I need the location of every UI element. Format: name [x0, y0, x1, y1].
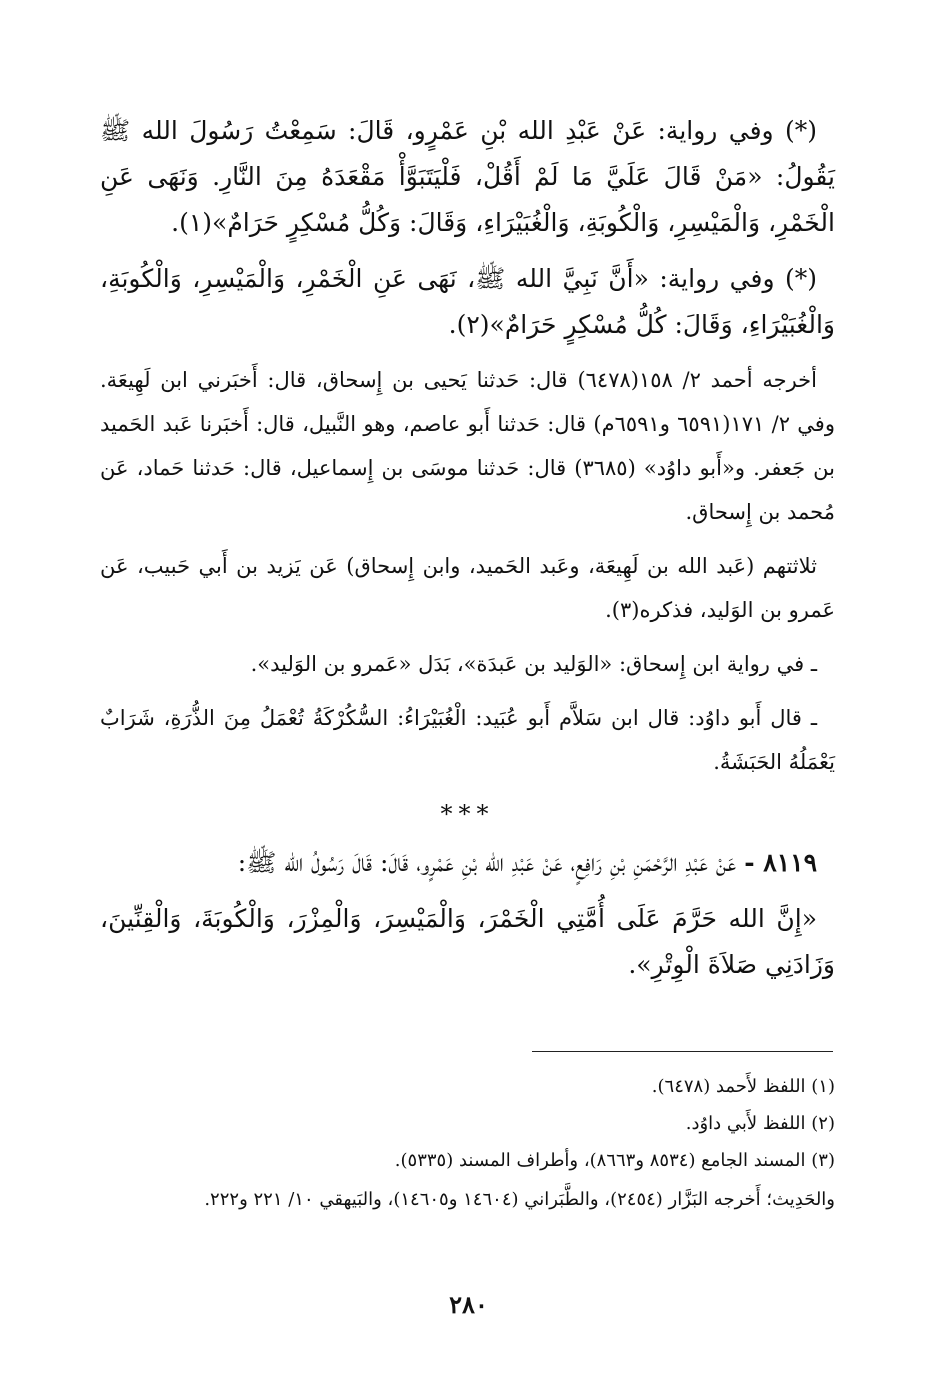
hadith-isnad: عَنْ عَبْدِ الرَّحْمَنِ بْنِ رَافِعٍ، عَنْ عَبْدِ الله بْنِ عَمْرٍو، قَالَ: قَالَ رَسُولُ الله ﷺ: — [237, 848, 737, 877]
hadith-8119-text: «إِنَّ الله حَرَّمَ عَلَى أُمَّتِي الْخَمْرَ، وَالْمَيْسِرَ، وَالْمِزْرَ، وَالْكُوبَةَ، وَالْقِنِّينَ، وَزَادَنِي صَلاَةَ الْوِتْرِ». — [100, 904, 835, 979]
footnote-3-continuation: والحَدِيث؛ أَخرجه البَزَّار (٢٤٥٤)، والطَّبَراني (١٤٦٠٤ و١٤٦٠٥)، والبَيهقي ١٠/ ٢٢١ و٢٢٢. — [204, 1189, 835, 1210]
chain-paragraph: ثلاثتهم (عَبد الله بن لَهِيعَة، وعَبد الحَميد، وابن إِسحاق) عَن يَزيد بن أَبي حَبيب، عَن عَمرو بن الوَليد، فذكره(٣). — [100, 554, 835, 622]
hadith-number: ٨١١٩ - — [744, 848, 817, 877]
hadith-8119-intro — [100, 840, 835, 886]
footnote-3: (٣) المسند الجامع (٨٥٣٤ و٨٦٦٣)، وأطراف المسند (٥٣٣٥). — [394, 1150, 835, 1171]
footnote-divider — [532, 1051, 833, 1052]
footnote-1: (١) اللفظ لأَحمد (٦٤٧٨). — [651, 1076, 835, 1097]
footnote-2: (٢) اللفظ لأَبي داوُد. — [685, 1113, 835, 1134]
narration-paragraph-1: (*) وفي رواية: عَنْ عَبْدِ الله بْنِ عَمْرٍو، قَالَ: سَمِعْتُ رَسُولَ الله ﷺ يَقُولُ: «مَنْ قَالَ عَلَيَّ مَا لَمْ أَقُلْ، فَلْيَتَبَوَّأْ مَقْعَدَهُ مِنَ النَّارِ. وَنَهَى عَنِ الْخَمْرِ، وَالْمَيْسِرِ، وَالْكُوبَةِ، وَالْغُبَيْرَاءِ، وَقَالَ: وَكُلُّ مُسْكِرٍ حَرَامٌ»(١). — [100, 116, 835, 237]
page-number: ٢٨٠ — [449, 1290, 488, 1319]
footnotes — [100, 1068, 835, 1218]
takhrij-paragraph: أخرجه أحمد ٢/ ١٥٨(٦٤٧٨) قال: حَدثنا يَحيى بن إِسحاق، قال: أَخبَرني ابن لَهِيعَة. وفي ٢/ ١٧١(٦٥٩١ و٦٥٩١م) قال: حَدثنا أَبو عاصم، وهو النَّبيل، قال: أَخبَرنا عَبد الحَميد بن جَعفر. و«أَبو داوُد» (٣٦٨٥) قال: حَدثنا موسَى بن إِسماعيل، قال: حَدثنا حَماد، عَن مُحمد بن إِسحاق. — [100, 368, 835, 524]
narration-paragraph-2: (*) وفي رواية: «أَنَّ نَبِيَّ الله ﷺ، نَهَى عَنِ الْخَمْرِ، وَالْمَيْسِرِ، وَالْكُوبَةِ، وَالْغُبَيْرَاءِ، وَقَالَ: كُلُّ مُسْكِرٍ حَرَامٌ»(٢). — [100, 264, 835, 339]
variant-note: ـ في رواية ابن إِسحاق: «الوَليد بن عَبدَة»، بَدَل «عَمرو بن الوَليد». — [250, 652, 817, 676]
main-text — [100, 108, 835, 998]
section-separator: *** — [440, 800, 495, 828]
abu-dawud-note: ـ قال أَبو داوُد: قال ابن سَلاَّم أَبو عُبَيد: الْغُبَيْرَاءُ: السُّكُرْكَةُ تُعْمَلُ مِنَ الذُّرَةِ، شَرَابٌ يَعْمَلُهُ الحَبَشَةُ. — [100, 706, 835, 774]
